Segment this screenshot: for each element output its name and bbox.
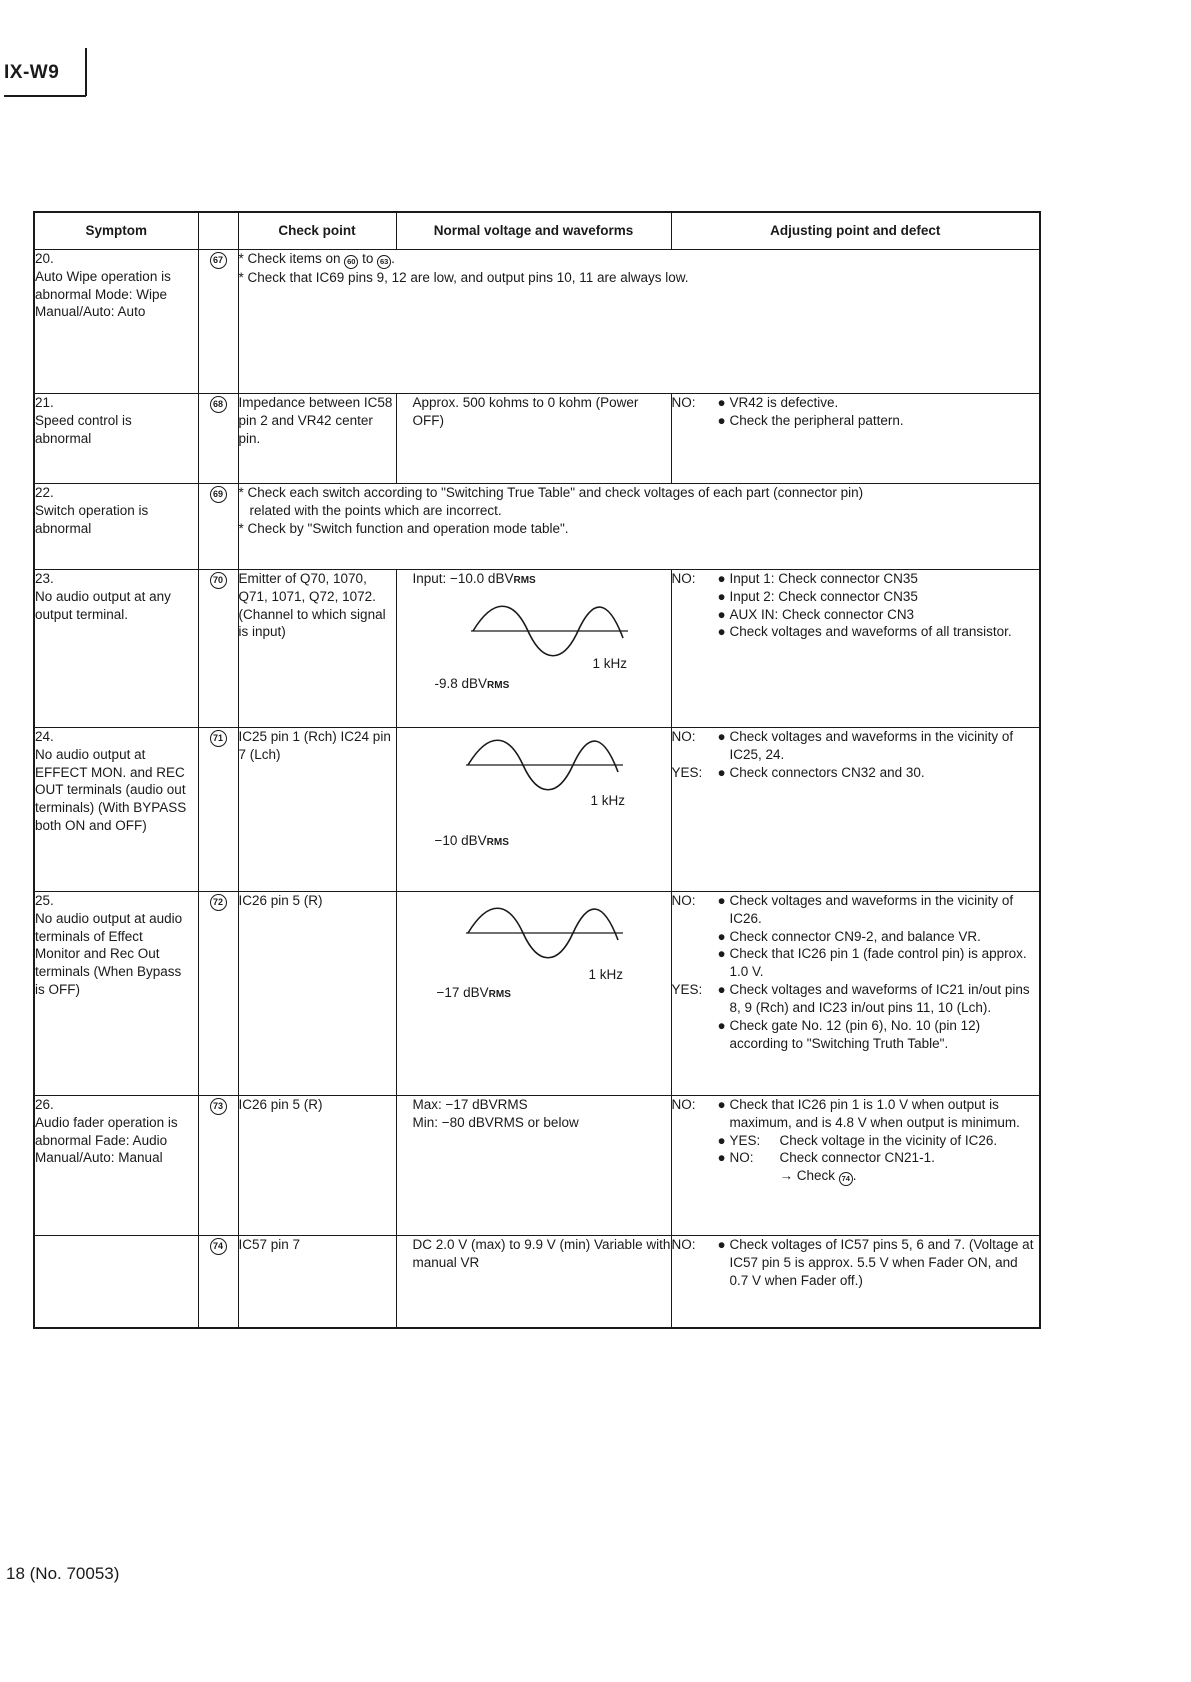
- note-text: * Check items on: [238, 251, 341, 266]
- symptom-cell: [34, 728, 198, 892]
- symptom-cell: [34, 394, 198, 484]
- adjust-item: Check voltages and waveforms of all transistor.: [729, 624, 1012, 640]
- symptom-number: 21.: [35, 395, 54, 410]
- result-key: NO:: [729, 1150, 754, 1166]
- circled-number: 60: [344, 255, 358, 269]
- result-key: NO:: [671, 1097, 696, 1112]
- sine-waveform: [468, 604, 628, 658]
- circled-number: 73: [210, 1098, 227, 1115]
- adjust-item: Check connector CN9-2, and balance VR.: [729, 928, 981, 944]
- table-row: [34, 1236, 1040, 1328]
- circled-number: 67: [210, 252, 227, 269]
- check-point-cell: Emitter of Q70, 1070, Q71, 1071, Q72, 1072. (Channel to which signal is input): [238, 570, 396, 728]
- note-line: * Check by "Switch function and operation mode table".: [238, 520, 569, 536]
- code-cell: [198, 1236, 238, 1328]
- table-row: [34, 484, 1040, 570]
- symptom-text: Speed control is abnormal: [35, 412, 132, 446]
- col-header-check-point: Check point: [238, 212, 396, 250]
- adjust-item: AUX IN: Check connector CN3: [729, 606, 915, 622]
- note-line: * Check each switch according to "Switching True Table" and check voltages of each part (connector pin): [238, 485, 864, 500]
- check-point-cell: Impedance between IC58 pin 2 and VR42 center pin.: [238, 394, 396, 484]
- note-line: related with the points which are incorrect.: [249, 502, 502, 518]
- result-key: YES:: [729, 1132, 761, 1148]
- table-row: [34, 394, 1040, 484]
- circled-number: 71: [210, 730, 227, 747]
- adjusting-cell: NO: ● Input 1: Check connector CN35 ● Input 2: Check connector CN35 ● AUX IN: Check connector CN3 ● Check voltages and waveforms of all transistor.: [671, 570, 1040, 728]
- model-name: IX-W9: [4, 62, 60, 83]
- symptom-number: 20.: [35, 251, 54, 266]
- symptom-cell: [34, 892, 198, 1096]
- adjust-item: Check gate No. 12 (pin 6), No. 10 (pin 12) according to "Switching Truth Table".: [729, 1017, 981, 1051]
- adjust-item: Check voltages and waveforms in the vicinity of IC25, 24.: [729, 729, 1014, 762]
- symptom-number: 22.: [35, 485, 54, 500]
- adjust-item: Check voltage in the vicinity of IC26.: [779, 1132, 998, 1148]
- result-key: NO:: [671, 571, 696, 586]
- table-row: [34, 728, 1040, 892]
- normal-voltage-cell: Approx. 500 kohms to 0 kohm (Power OFF): [396, 394, 671, 484]
- normal-voltage-cell: DC 2.0 V (max) to 9.9 V (min) Variable with manual VR: [396, 1236, 671, 1328]
- check-point-cell: IC26 pin 5 (R): [238, 892, 396, 1096]
- symptom-cell: [34, 570, 198, 728]
- col-header-adjusting-point: Adjusting point and defect: [671, 212, 1040, 250]
- code-cell: [198, 484, 238, 570]
- symptom-text: No audio output at audio terminals of Effect Monitor and Rec Out terminals (When Bypass is OFF): [35, 910, 183, 998]
- page-footer: 18 (No. 70053): [6, 1564, 120, 1583]
- result-key: NO:: [671, 395, 696, 410]
- output-level-label: -9.8 dBVRMS: [434, 676, 510, 691]
- code-cell: [198, 1096, 238, 1236]
- result-key: NO:: [671, 729, 696, 744]
- note-line: [239, 250, 1040, 269]
- adjust-item: Check that IC26 pin 1 (fade control pin) is approx. 1.0 V.: [729, 946, 1027, 980]
- check-point-cell: IC25 pin 1 (Rch) IC24 pin 7 (Lch): [238, 728, 396, 892]
- symptom-cell: [34, 1096, 198, 1236]
- table-row: [34, 570, 1040, 728]
- code-cell: [198, 394, 238, 484]
- col-header-symptom: Symptom: [34, 212, 198, 250]
- output-level-label: −17 dBVRMS: [436, 985, 511, 1000]
- note-text: to: [362, 251, 374, 266]
- note-cell: [238, 484, 1040, 570]
- header-divider: [85, 48, 87, 96]
- table-row: [34, 1096, 1040, 1236]
- min-level: Min: −80 dBVRMS or below: [412, 1114, 579, 1130]
- adjust-item: Input 2: Check connector CN35: [729, 588, 918, 604]
- symptom-text: Auto Wipe operation is abnormal Mode: Wipe Manual/Auto: Auto: [35, 268, 171, 320]
- adjust-item: Check voltages and waveforms of IC21 in/out pins 8, 9 (Rch) and IC23 in/out pins 11, 10 (Lch).: [729, 982, 1030, 1015]
- result-key: NO:: [671, 893, 696, 908]
- symptom-text: No audio output at EFFECT MON. and REC OUT terminals (audio out terminals) (With BYPASS both ON and OFF): [35, 746, 187, 834]
- adjust-item: Check connector CN21-1.: [779, 1150, 935, 1166]
- frequency-label: 1 kHz: [592, 656, 628, 671]
- symptom-cell: [34, 484, 198, 570]
- normal-voltage-cell: [396, 1096, 671, 1236]
- max-level: Max: −17 dBVRMS: [412, 1097, 528, 1112]
- symptom-text: Audio fader operation is abnormal Fade: Audio Manual/Auto: Manual: [35, 1114, 178, 1166]
- symptom-cell: [34, 1236, 198, 1328]
- adjusting-cell: NO: ● VR42 is defective. ● Check the peripheral pattern.: [671, 394, 1040, 484]
- result-key: YES:: [671, 764, 703, 780]
- adjust-item: Check the peripheral pattern.: [729, 412, 904, 428]
- waveform-cell: [396, 892, 671, 1096]
- code-cell: [198, 892, 238, 1096]
- adjust-item: Input 1: Check connector CN35: [729, 571, 918, 586]
- input-level-label: Input: −10.0 dBVRMS: [412, 571, 536, 586]
- waveform-cell: [396, 728, 671, 892]
- code-cell: [198, 570, 238, 728]
- sine-waveform: [463, 738, 623, 792]
- symptom-text: Switch operation is abnormal: [35, 502, 149, 536]
- circled-number: 72: [210, 894, 227, 911]
- adjust-item: Check connectors CN32 and 30.: [729, 764, 925, 780]
- header-underline: [4, 95, 86, 97]
- frequency-label: 1 kHz: [590, 793, 626, 808]
- adjust-item: Check that IC26 pin 1 is 1.0 V when output is maximum, and is 4.8 V when output is minimum.: [729, 1097, 1020, 1130]
- table-row: [34, 250, 1040, 394]
- symptom-number: 24.: [35, 729, 54, 744]
- note-line: * Check that IC69 pins 9, 12 are low, and output pins 10, 11 are always low.: [238, 269, 689, 285]
- col-header-normal-voltage: Normal voltage and waveforms: [396, 212, 671, 250]
- circled-number: 68: [210, 396, 227, 413]
- adjusting-cell: NO: ● Check voltages and waveforms in the vicinity of IC25, 24. YES: ● Check connectors CN32 and 30.: [671, 728, 1040, 892]
- result-key: YES:: [671, 982, 703, 998]
- symptom-number: 26.: [35, 1097, 54, 1112]
- adjusting-cell: NO: ● Check voltages and waveforms in the vicinity of IC26. ● Check connector CN9-2, and balance VR. ● Check that IC26 pin 1 (fade control pin) is approx. 1.0 V. YES: ● Check voltages and waveforms of IC21 in/out pins 8, 9 (Rch) and IC23 in/out pins 11, 10 (Lch). ● Check gate No. 12 (pin 6), No. 10 (pin 12) according to "Switching Truth Table".: [671, 892, 1040, 1096]
- code-cell: [198, 728, 238, 892]
- symptom-number: 23.: [35, 571, 54, 586]
- check-point-cell: IC26 pin 5 (R): [238, 1096, 396, 1236]
- symptom-cell: [34, 250, 198, 394]
- note-text: .: [391, 251, 395, 266]
- code-cell: [198, 250, 238, 394]
- output-level-label: −10 dBVRMS: [434, 833, 509, 848]
- waveform-cell: [396, 570, 671, 728]
- circled-number: 63: [377, 255, 391, 269]
- circled-number: 74: [210, 1238, 227, 1255]
- adjust-item: Check voltages of IC57 pins 5, 6 and 7. (Voltage at IC57 pin 5 is approx. 5.5 V when Fader ON, and 0.7 V when Fader off.): [729, 1237, 1034, 1288]
- circled-number: 69: [210, 486, 227, 503]
- adjust-item: VR42 is defective.: [729, 395, 839, 410]
- check-point-cell: IC57 pin 7: [238, 1236, 396, 1328]
- circled-number: 70: [210, 572, 227, 589]
- sine-waveform: [463, 906, 623, 960]
- adjust-item: → Check 74 .: [718, 1167, 1040, 1186]
- troubleshooting-table: [33, 211, 1041, 1329]
- col-header-code: [198, 212, 238, 250]
- table-row: [34, 892, 1040, 1096]
- adjusting-cell: NO: ● Check voltages of IC57 pins 5, 6 and 7. (Voltage at IC57 pin 5 is approx. 5.5 V when Fader ON, and 0.7 V when Fader off.): [671, 1236, 1040, 1328]
- table-header-row: [34, 212, 1040, 250]
- symptom-number: 25.: [35, 893, 54, 908]
- note-cell: [238, 250, 1040, 394]
- result-key: NO:: [671, 1237, 696, 1252]
- symptom-text: No audio output at any output terminal.: [35, 588, 171, 622]
- circled-number: 74: [839, 1172, 853, 1186]
- adjust-item: Check voltages and waveforms in the vicinity of IC26.: [729, 893, 1014, 926]
- frequency-label: 1 kHz: [588, 967, 624, 982]
- adjusting-cell: NO: ● Check that IC26 pin 1 is 1.0 V when output is maximum, and is 4.8 V when output is minimum. ● YES: Check voltage in the vicinity of IC26. ● NO: Check connector CN21-1. → Check 74 .: [671, 1096, 1040, 1236]
